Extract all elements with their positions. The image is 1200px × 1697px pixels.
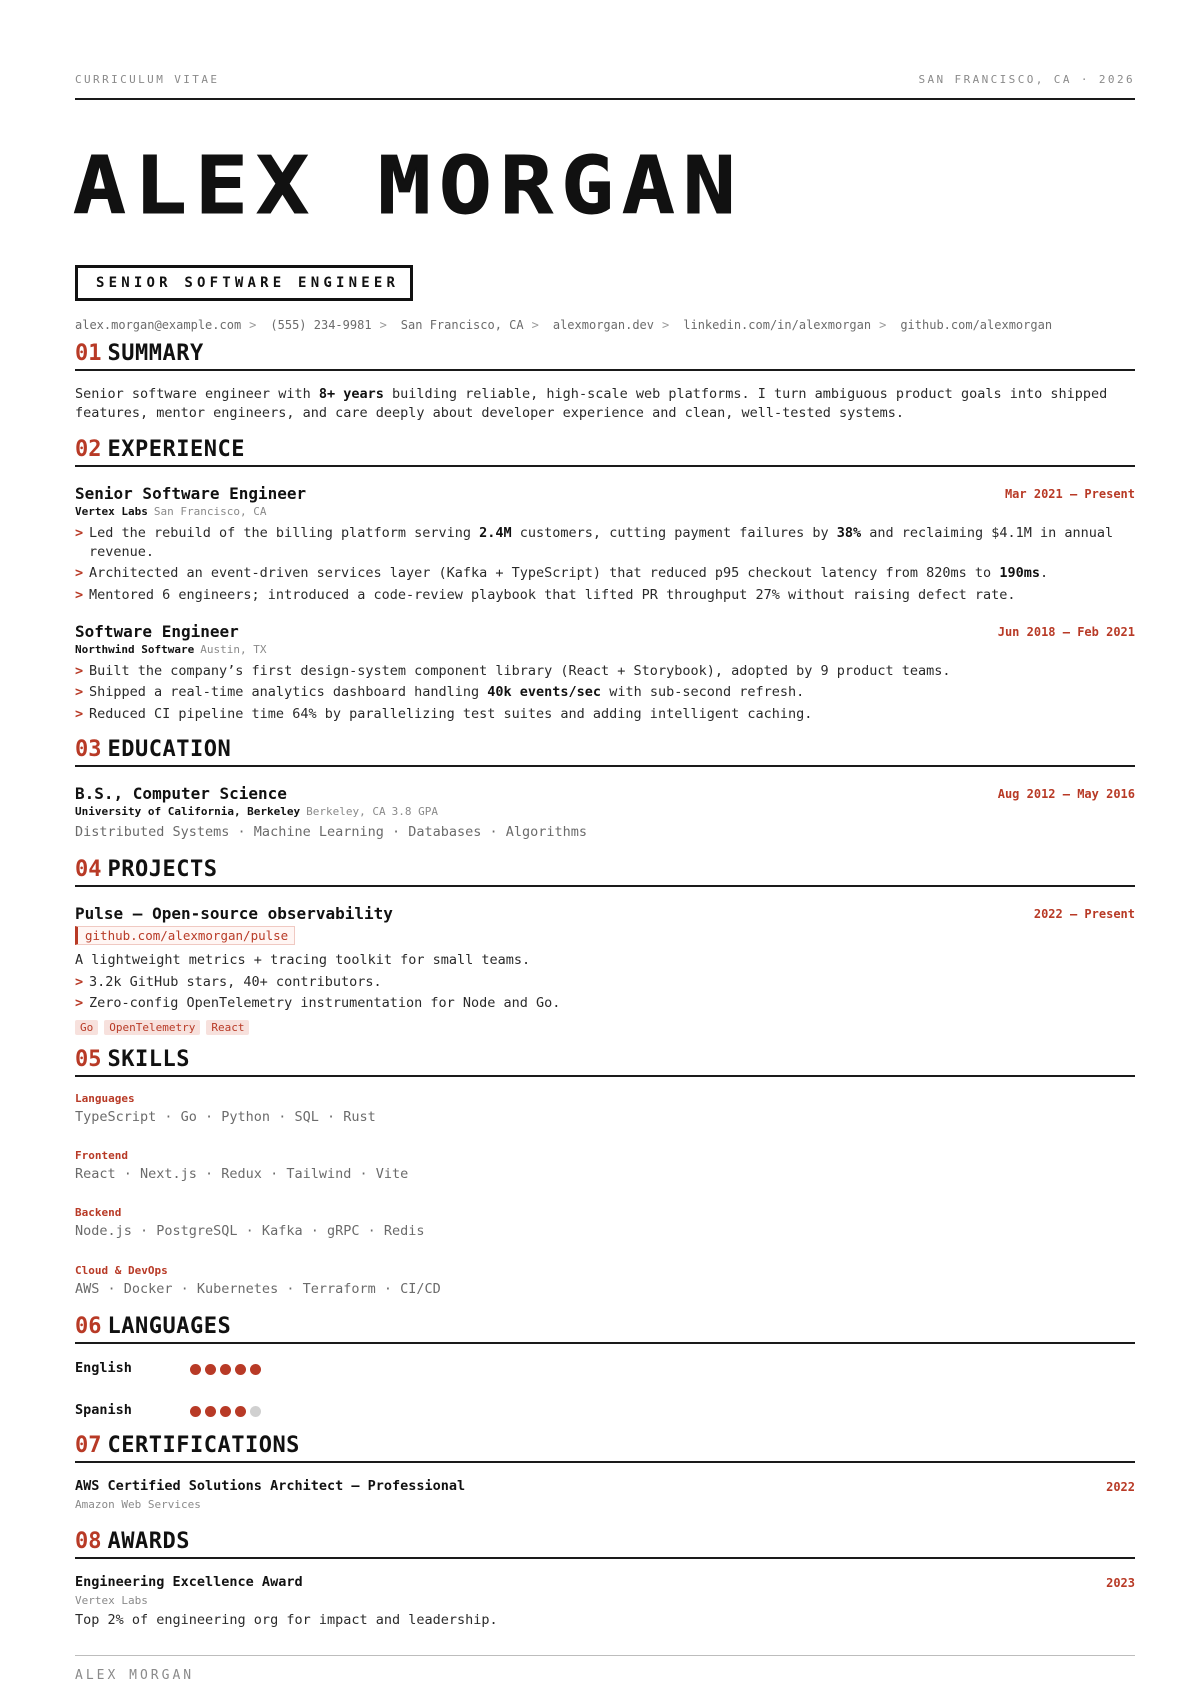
award-description: Top 2% of engineering org for impact and leadership. — [75, 1612, 498, 1628]
certification-title: AWS Certified Solutions Architect — Professional — [75, 1478, 466, 1494]
experience-entry — [75, 622, 1135, 656]
section-rule — [75, 369, 1135, 371]
email-link[interactable]: alex.morgan@example.com — [75, 318, 242, 332]
project-description: A lightweight metrics + tracing toolkit for small teams. — [75, 952, 531, 968]
experience-bullet: > Architected an event-driven services layer (Kafka + TypeScript) that reduced p95 checkout latency from 820ms to 190ms. — [89, 564, 1139, 583]
project-tags — [75, 1016, 255, 1035]
coursework-list: Distributed Systems · Machine Learning · Databases · Algorithms — [75, 824, 588, 840]
section-header-awards — [75, 1529, 1135, 1559]
location-year-label: SAN FRANCISCO, CA · 2026 — [918, 73, 1135, 86]
proficiency-dot-filled — [205, 1406, 216, 1417]
section-title: SUMMARY — [107, 341, 204, 366]
skill-category-label: Cloud & DevOps — [75, 1264, 168, 1277]
proficiency-dots — [190, 1364, 265, 1375]
experience-bullet: > Shipped a real-time analytics dashboard handling 40k events/sec with sub-second refresh. — [89, 683, 1139, 702]
certification-issuer: Amazon Web Services — [75, 1498, 201, 1511]
phone-text: (555) 234-9981 — [270, 318, 372, 332]
degree-title: B.S., Computer Science — [75, 784, 287, 803]
contact-separator: > — [879, 318, 887, 332]
job-title-box — [75, 265, 413, 301]
project-title: Pulse — Open-source observability — [75, 904, 393, 923]
top-divider — [75, 98, 1135, 100]
section-header-certifications — [75, 1433, 1135, 1463]
proficiency-dot-filled — [235, 1406, 246, 1417]
section-number: 08 — [75, 1529, 102, 1554]
section-rule — [75, 765, 1135, 767]
gpa-text: 3.8 GPA — [391, 805, 439, 818]
tag-chip: React — [206, 1020, 249, 1035]
section-number: 01 — [75, 341, 102, 366]
role-dates: Jun 2018 — Feb 2021 — [997, 625, 1135, 639]
section-number: 02 — [75, 437, 102, 462]
tag-chip: OpenTelemetry — [104, 1020, 200, 1035]
section-header-summary — [75, 341, 1135, 371]
role-company: Vertex Labs San Francisco, CA — [75, 505, 267, 518]
role-title: Senior Software Engineer — [75, 484, 307, 503]
github-link[interactable]: github.com/alexmorgan — [900, 318, 1053, 332]
section-rule — [75, 1461, 1135, 1463]
footer-divider — [75, 1655, 1135, 1656]
school-location: Berkeley, CA — [306, 805, 386, 818]
role-location: San Francisco, CA — [153, 505, 267, 518]
section-number: 07 — [75, 1433, 102, 1458]
school-name: University of California, Berkeley Berkeley, CA 3.8 GPA — [75, 805, 439, 818]
award-year: 2023 — [1106, 1576, 1135, 1590]
contact-separator: > — [249, 318, 257, 332]
section-title: EXPERIENCE — [107, 437, 245, 462]
proficiency-dot-empty — [250, 1406, 261, 1417]
contact-separator: > — [379, 318, 387, 332]
certification-year: 2022 — [1106, 1480, 1135, 1494]
job-title: SENIOR SOFTWARE ENGINEER — [96, 275, 400, 291]
section-rule — [75, 1342, 1135, 1344]
education-dates: Aug 2012 — May 2016 — [997, 787, 1135, 801]
section-title: AWARDS — [107, 1529, 190, 1554]
section-rule — [75, 465, 1135, 467]
proficiency-dot-filled — [220, 1406, 231, 1417]
skill-list: Node.js · PostgreSQL · Kafka · gRPC · Redis — [75, 1223, 425, 1239]
proficiency-dot-filled — [205, 1364, 216, 1375]
experience-bullet: > Reduced CI pipeline time 64% by parallelizing test suites and adding intelligent caching. — [89, 705, 1139, 724]
section-header-languages — [75, 1314, 1135, 1344]
section-rule — [75, 885, 1135, 887]
project-bullet: > 3.2k GitHub stars, 40+ contributors. — [89, 973, 1139, 992]
proficiency-dot-filled — [190, 1406, 201, 1417]
tag-chip: Go — [75, 1020, 98, 1035]
section-number: 04 — [75, 857, 102, 882]
role-location: Austin, TX — [200, 643, 267, 656]
section-title: LANGUAGES — [107, 1314, 232, 1339]
section-rule — [75, 1557, 1135, 1559]
award-title: Engineering Excellence Award — [75, 1574, 303, 1590]
summary-text: Senior software engineer with 8+ years building reliable, high-scale web platforms. I turn ambiguous product goals into shipped features, mentor engineers, and care deeply about developer experience and clean, well-tested systems. — [75, 386, 1108, 421]
section-title: EDUCATION — [107, 737, 232, 762]
project-bullet: > Zero-config OpenTelemetry instrumentation for Node and Go. — [89, 994, 1139, 1013]
section-header-projects — [75, 857, 1135, 887]
section-number: 05 — [75, 1047, 102, 1072]
award-org: Vertex Labs — [75, 1594, 148, 1607]
contact-line — [75, 318, 1145, 332]
section-title: SKILLS — [107, 1047, 190, 1072]
proficiency-dot-filled — [235, 1364, 246, 1375]
skill-list: AWS · Docker · Kubernetes · Terraform · CI/CD — [75, 1281, 441, 1297]
language-name: Spanish — [75, 1402, 132, 1418]
footer-name: ALEX MORGAN — [75, 1668, 195, 1683]
role-title: Software Engineer — [75, 622, 239, 641]
project-link[interactable]: github.com/alexmorgan/pulse — [75, 926, 295, 945]
section-header-experience — [75, 437, 1135, 467]
proficiency-dot-filled — [250, 1364, 261, 1375]
experience-bullet: > Led the rebuild of the billing platform serving 2.4M customers, cutting payment failures by 38% and reclaiming $4.1M in annual revenue. — [89, 524, 1139, 561]
experience-entry — [75, 484, 1135, 518]
project-entry — [75, 904, 1135, 923]
top-bar — [75, 73, 1135, 86]
role-dates: Mar 2021 — Present — [1004, 487, 1135, 501]
section-title: CERTIFICATIONS — [107, 1433, 300, 1458]
education-entry — [75, 784, 1135, 818]
section-title: PROJECTS — [107, 857, 218, 882]
doc-type-label: CURRICULUM VITAE — [75, 73, 220, 86]
role-company: Northwind Software Austin, TX — [75, 643, 267, 656]
skill-category-label: Backend — [75, 1206, 122, 1219]
skill-list: TypeScript · Go · Python · SQL · Rust — [75, 1109, 376, 1125]
candidate-name: ALEX MORGAN — [73, 139, 744, 232]
section-rule — [75, 1075, 1135, 1077]
project-dates: 2022 — Present — [1033, 907, 1135, 921]
skill-category-label: Frontend — [75, 1149, 128, 1162]
section-header-skills — [75, 1047, 1135, 1077]
contact-separator: > — [662, 318, 670, 332]
language-name: English — [75, 1360, 132, 1376]
proficiency-dots — [190, 1406, 265, 1417]
section-header-education — [75, 737, 1135, 767]
section-number: 06 — [75, 1314, 102, 1339]
skill-category-label: Languages — [75, 1092, 135, 1105]
section-number: 03 — [75, 737, 102, 762]
proficiency-dot-filled — [190, 1364, 201, 1375]
experience-bullet: > Built the company’s first design-system component library (React + Storybook), adopted by 9 product teams. — [89, 662, 1139, 681]
experience-bullet: > Mentored 6 engineers; introduced a code-review playbook that lifted PR throughput 27% without raising defect rate. — [89, 586, 1139, 605]
location-text: San Francisco, CA — [400, 318, 524, 332]
proficiency-dot-filled — [220, 1364, 231, 1375]
skill-list: React · Next.js · Redux · Tailwind · Vite — [75, 1166, 409, 1182]
linkedin-link[interactable]: linkedin.com/in/alexmorgan — [683, 318, 872, 332]
website-link[interactable]: alexmorgan.dev — [552, 318, 655, 332]
contact-separator: > — [531, 318, 539, 332]
